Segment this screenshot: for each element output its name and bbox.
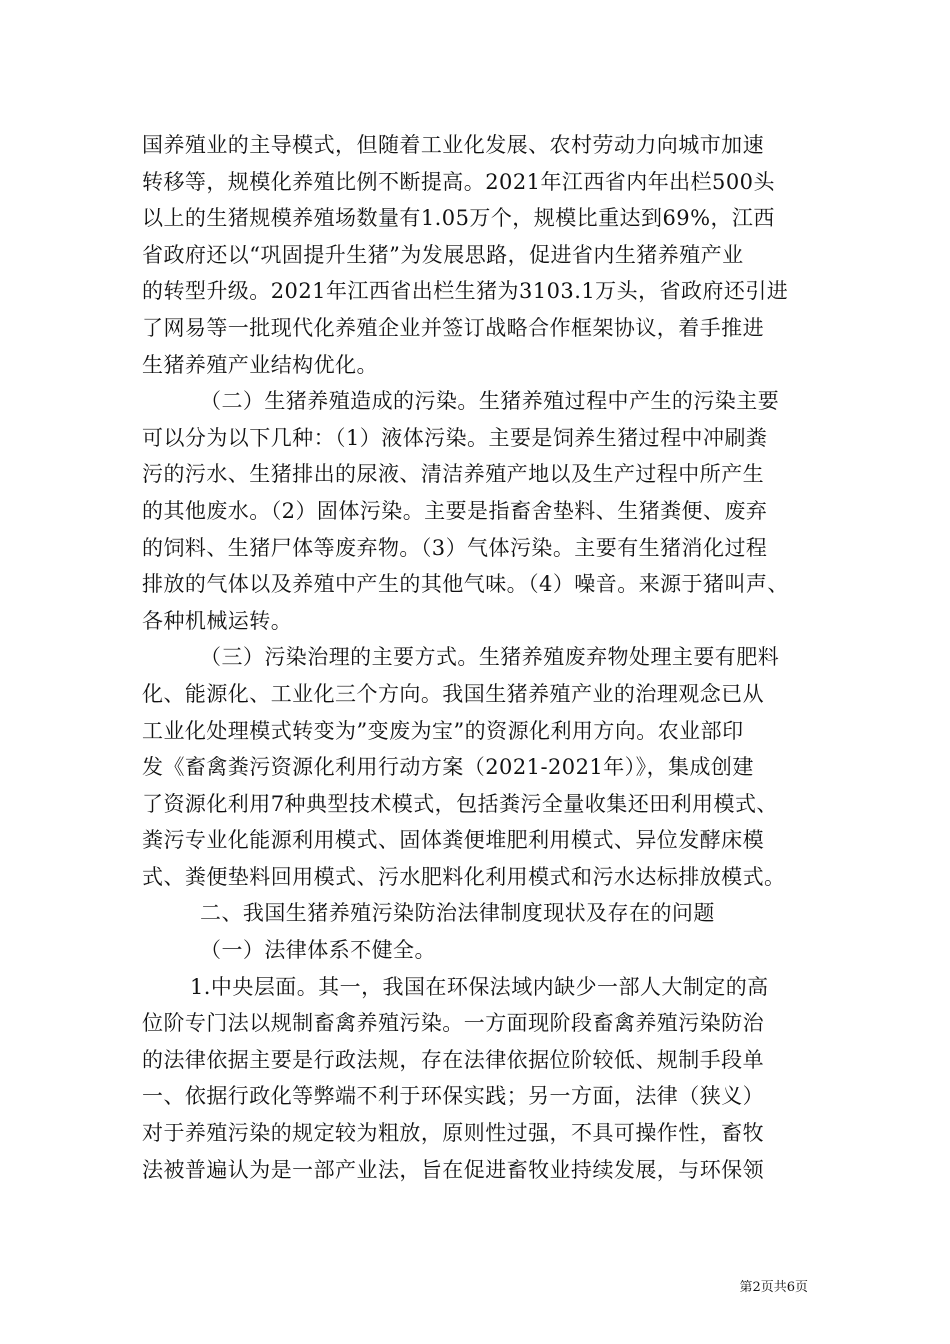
text-line: 以上的生猪规模养殖场数量有1.05万个，规模比重达到69%，江西: [142, 206, 775, 231]
text-line: 污的污水、生猪排出的尿液、清洁养殖产地以及生产过程中所产生: [142, 462, 765, 487]
text-line: 法被普遍认为是一部产业法，旨在促进畜牧业持续发展，与环保领: [142, 1157, 765, 1182]
text-line: 一、依据行政化等弊端不利于环保实践；另一方面，法律（狭义）: [142, 1084, 765, 1109]
text-line: 国养殖业的主导模式，但随着工业化发展、农村劳动力向城市加速: [142, 133, 765, 157]
text-line: 发《畜禽粪污资源化利用行动方案（2021-2021年）》，集成创建: [142, 755, 754, 780]
text-line: 生猪养殖产业结构优化。: [142, 352, 378, 377]
text-line: 可以分为以下几种：（1）液体污染。主要是饲养生猪过程中冲刷粪: [142, 425, 768, 450]
text-line: 对于养殖污染的规定较为粗放，原则性过强，不具可操作性，畜牧: [142, 1121, 765, 1146]
subsection-heading: （一）法律体系不健全。: [200, 938, 436, 963]
paragraph-start-line: （三）污染治理的主要方式。生猪养殖废弃物处理主要有肥料: [200, 645, 780, 670]
section-heading: 二、我国生猪养殖污染防治法律制度现状及存在的问题: [200, 901, 715, 926]
text-line: 位阶专门法以规制畜禽养殖污染。一方面现阶段畜禽养殖污染防治: [142, 1011, 765, 1036]
text-line: 排放的气体以及养殖中产生的其他气味。（4）噪音。来源于猪叫声、: [142, 572, 789, 597]
text-line: 了网易等一批现代化养殖企业并签订战略合作框架协议，着手推进: [142, 315, 765, 340]
paragraph-start-line: 1.中央层面。其一，我国在环保法域内缺少一部人大制定的高: [190, 974, 769, 999]
text-line: 式、粪便垫料回用模式、污水肥料化利用模式和污水达标排放模式。: [142, 864, 786, 889]
text-line: 的饲料、生猪尸体等废弃物。（3）气体污染。主要有生猪消化过程: [142, 535, 768, 560]
paragraph-start-line: （二）生猪养殖造成的污染。生猪养殖过程中产生的污染主要: [200, 389, 780, 414]
text-line: 省政府还以“巩固提升生猪”为发展思路，促进省内生猪养殖产业: [142, 242, 744, 267]
text-line: 的法律依据主要是行政法规，存在法律依据位阶较低、规制手段单: [142, 1047, 765, 1072]
text-line: 了资源化利用7种典型技术模式，包括粪污全量收集还田利用模式、: [142, 791, 778, 816]
text-line: 各种机械运转。: [142, 608, 293, 633]
text-line: 的其他废水。（2）固体污染。主要是指畜舍垫料、生猪粪便、废弃: [142, 498, 768, 523]
page-number: 第2页共6页: [739, 1280, 808, 1295]
text-line: 的转型升级。2021年江西省出栏生猪为3103.1万头，省政府还引进: [142, 279, 789, 304]
text-line: 粪污专业化能源利用模式、固体粪便堆肥利用模式、异位发酵床模: [142, 828, 765, 853]
text-line: 转移等，规模化养殖比例不断提高。2021年江西省内年出栏500头: [142, 169, 775, 194]
text-line: 化、能源化、工业化三个方向。我国生猪养殖产业的治理观念已从: [142, 681, 765, 706]
text-line: 工业化处理模式转变为”变废为宝”的资源化利用方向。农业部印: [142, 718, 744, 743]
document-body: [142, 127, 830, 1188]
